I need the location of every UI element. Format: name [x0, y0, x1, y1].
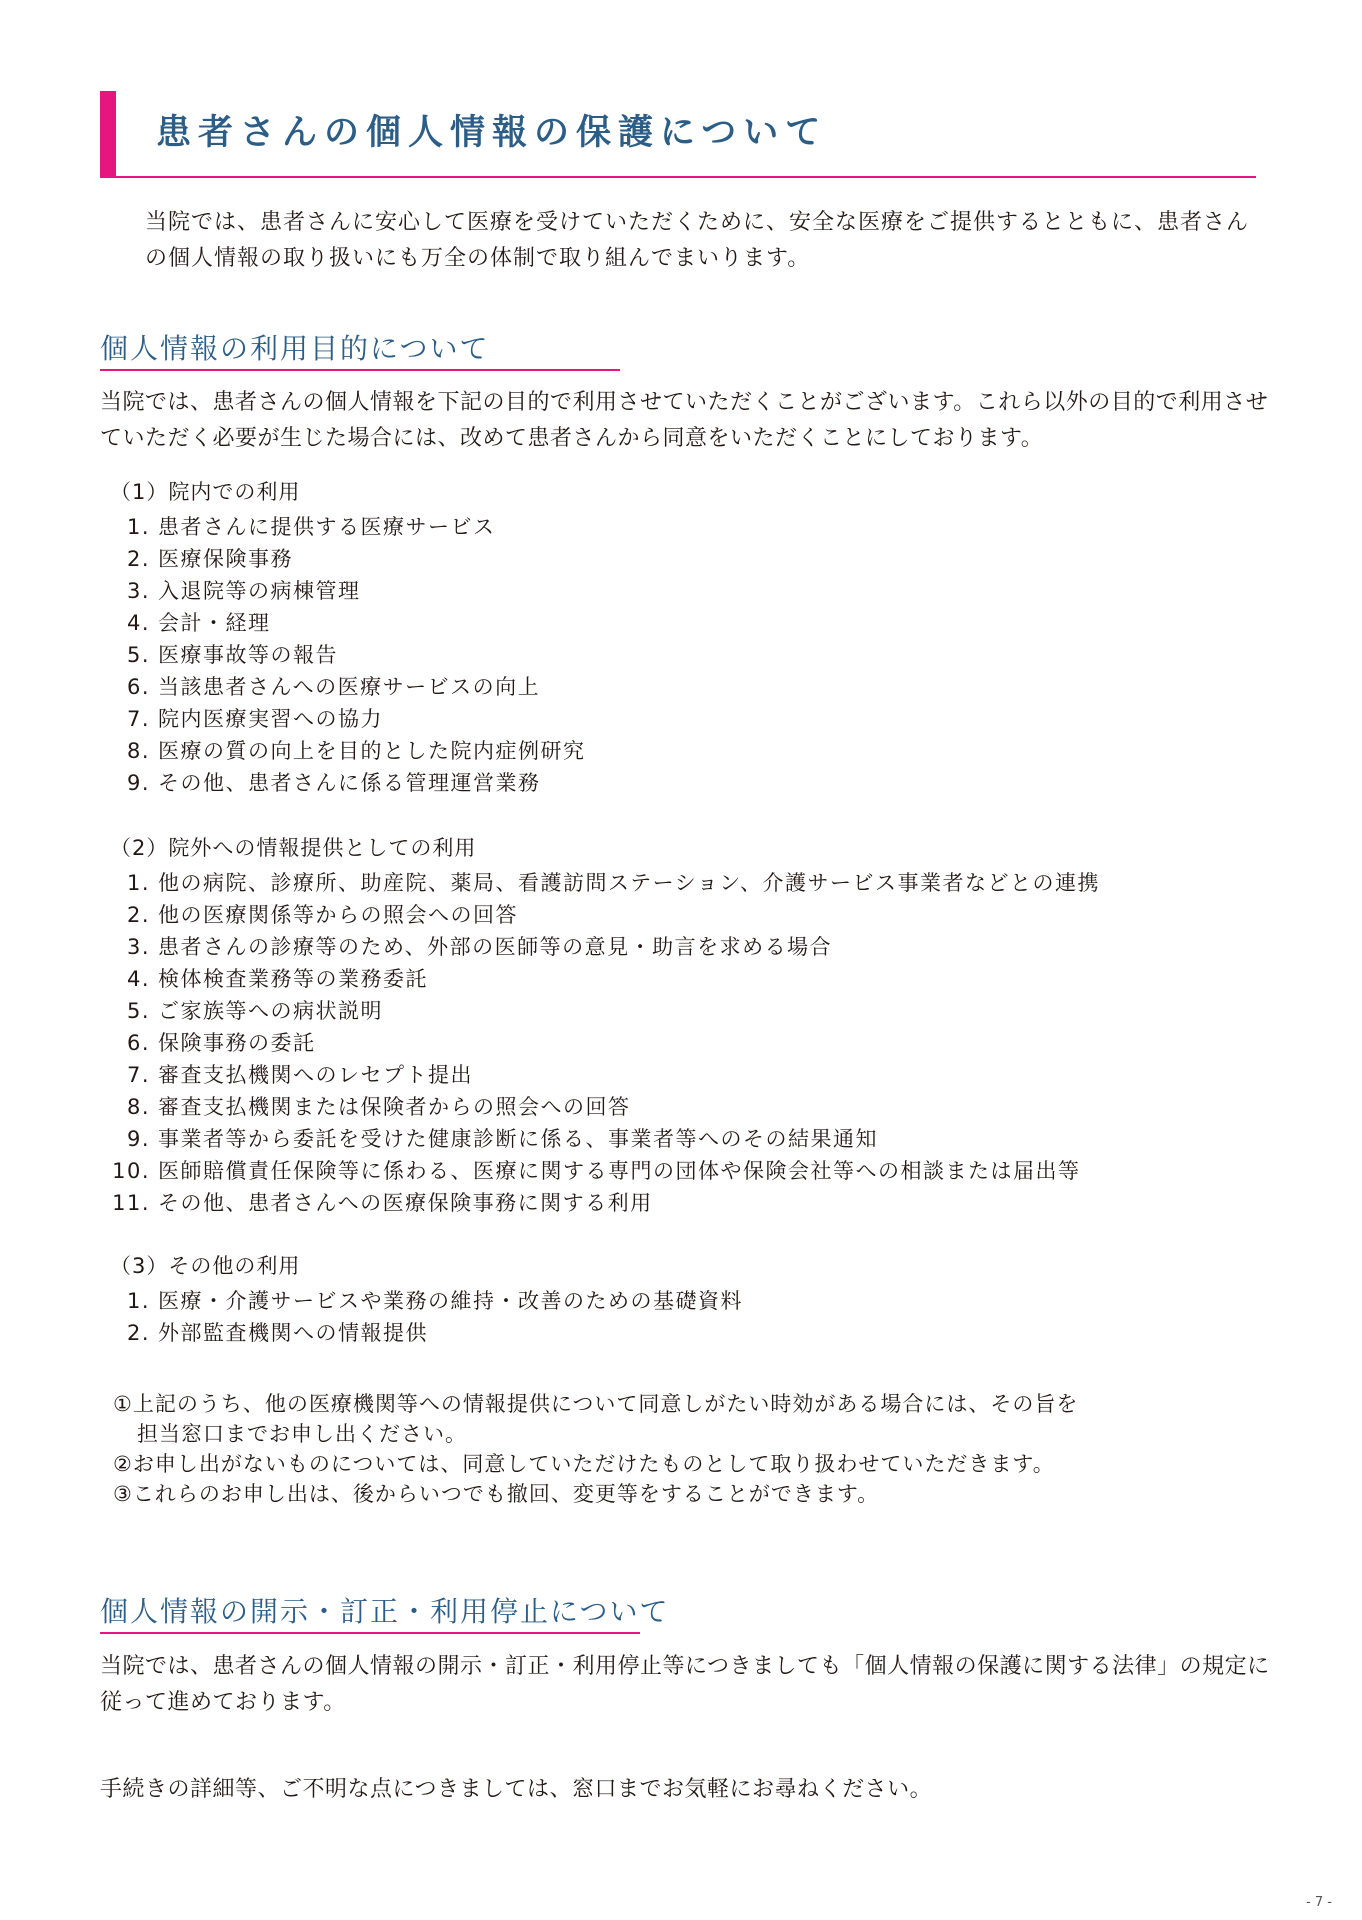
- contact-paragraph: 手続きの詳細等、ご不明な点につきましては、窓口までお気軽にお尋ねください。: [100, 1777, 933, 1802]
- note-3: ③これらのお申し出は、後からいつでも撤回、変更等をすることができます。: [113, 1482, 880, 1506]
- list-item: 3. 入退院等の病棟管理: [126, 579, 361, 603]
- section1-paragraph: 当院では、患者さんの個人情報を下記の目的で利用させていただくことがございます。これら以外の目的で利用させていただく必要が生じた場合には、改めて患者さんから同意をいただくことにしております。: [100, 390, 1269, 451]
- list-item: 2. 他の医療関係等からの照会への回答: [126, 903, 518, 927]
- list-item: 7. 審査支払機関へのレセプト提出: [126, 1063, 473, 1087]
- list-item: 11. その他、患者さんへの医療保険事務に関する利用: [112, 1191, 653, 1215]
- list-external: [100, 867, 1100, 1219]
- list-item: 1. 他の病院、診療所、助産院、薬局、看護訪問ステーション、介護サービス事業者などとの連携: [126, 871, 1101, 895]
- group-heading-internal: （1）院内での利用: [110, 480, 301, 504]
- intro-paragraph: 当院では、患者さんに安心して医療を受けていただくために、安全な医療をご提供するとともに、患者さんの個人情報の取り扱いにも万全の体制で取り組んでまいります。: [145, 210, 1250, 271]
- section2-heading: 個人情報の開示・訂正・利用停止について: [100, 1595, 670, 1628]
- list-item: 4. 会計・経理: [126, 611, 271, 635]
- title-underline: [100, 176, 1256, 178]
- list-item: 9. 事業者等から委託を受けた健康診断に係る、事業者等へのその結果通知: [126, 1127, 878, 1151]
- section1-underline: [100, 369, 620, 371]
- section1-heading: 個人情報の利用目的について: [100, 332, 490, 365]
- list-item: 9. その他、患者さんに係る管理運営業務: [126, 771, 541, 795]
- list-item: 10. 医師賠償責任保険等に係わる、医療に関する専門の団体や保険会社等への相談または届出等: [112, 1159, 1081, 1183]
- list-item: 6. 当該患者さんへの医療サービスの向上: [126, 675, 541, 699]
- group-heading-other: （3）その他の利用: [110, 1254, 301, 1278]
- list-internal: [100, 511, 586, 799]
- list-item: 7. 院内医療実習への協力: [126, 707, 383, 731]
- list-item: 4. 検体検査業務等の業務委託: [126, 967, 428, 991]
- list-item: 3. 患者さんの診療等のため、外部の医師等の意見・助言を求める場合: [126, 935, 833, 959]
- section2-underline: [100, 1632, 640, 1634]
- note-1: ①上記のうち、他の医療機関等への情報提供について同意しがたい時効がある場合には、その旨を: [113, 1392, 1079, 1416]
- list-item: 8. 医療の質の向上を目的とした院内症例研究: [126, 739, 586, 763]
- list-item: 1. 医療・介護サービスや業務の維持・改善のための基礎資料: [126, 1289, 743, 1313]
- list-item: 1. 患者さんに提供する医療サービス: [126, 515, 496, 539]
- section2-paragraph: 当院では、患者さんの個人情報の開示・訂正・利用停止等につきましても「個人情報の保護に関する法律」の規定に従って進めております。: [100, 1654, 1270, 1715]
- list-item: 2. 医療保険事務: [126, 547, 293, 571]
- page-title: 患者さんの個人情報の保護について: [156, 113, 828, 153]
- list-item: 5. ご家族等への病状説明: [126, 999, 383, 1023]
- title-accent-bar: [100, 91, 116, 177]
- note-1-continued: 担当窓口までお申し出ください。: [137, 1422, 467, 1446]
- list-item: 2. 外部監査機関への情報提供: [126, 1321, 428, 1345]
- list-item: 8. 審査支払機関または保険者からの照会への回答: [126, 1095, 631, 1119]
- notes: [113, 1389, 1078, 1509]
- list-item: 5. 医療事故等の報告: [126, 643, 338, 667]
- note-2: ②お申し出がないものについては、同意していただけたものとして取り扱わせていただきます。: [113, 1452, 1055, 1476]
- group-heading-external: （2）院外への情報提供としての利用: [110, 836, 477, 860]
- list-other: [100, 1285, 743, 1349]
- list-item: 6. 保険事務の委託: [126, 1031, 316, 1055]
- page-number: - 7 -: [1306, 1895, 1332, 1910]
